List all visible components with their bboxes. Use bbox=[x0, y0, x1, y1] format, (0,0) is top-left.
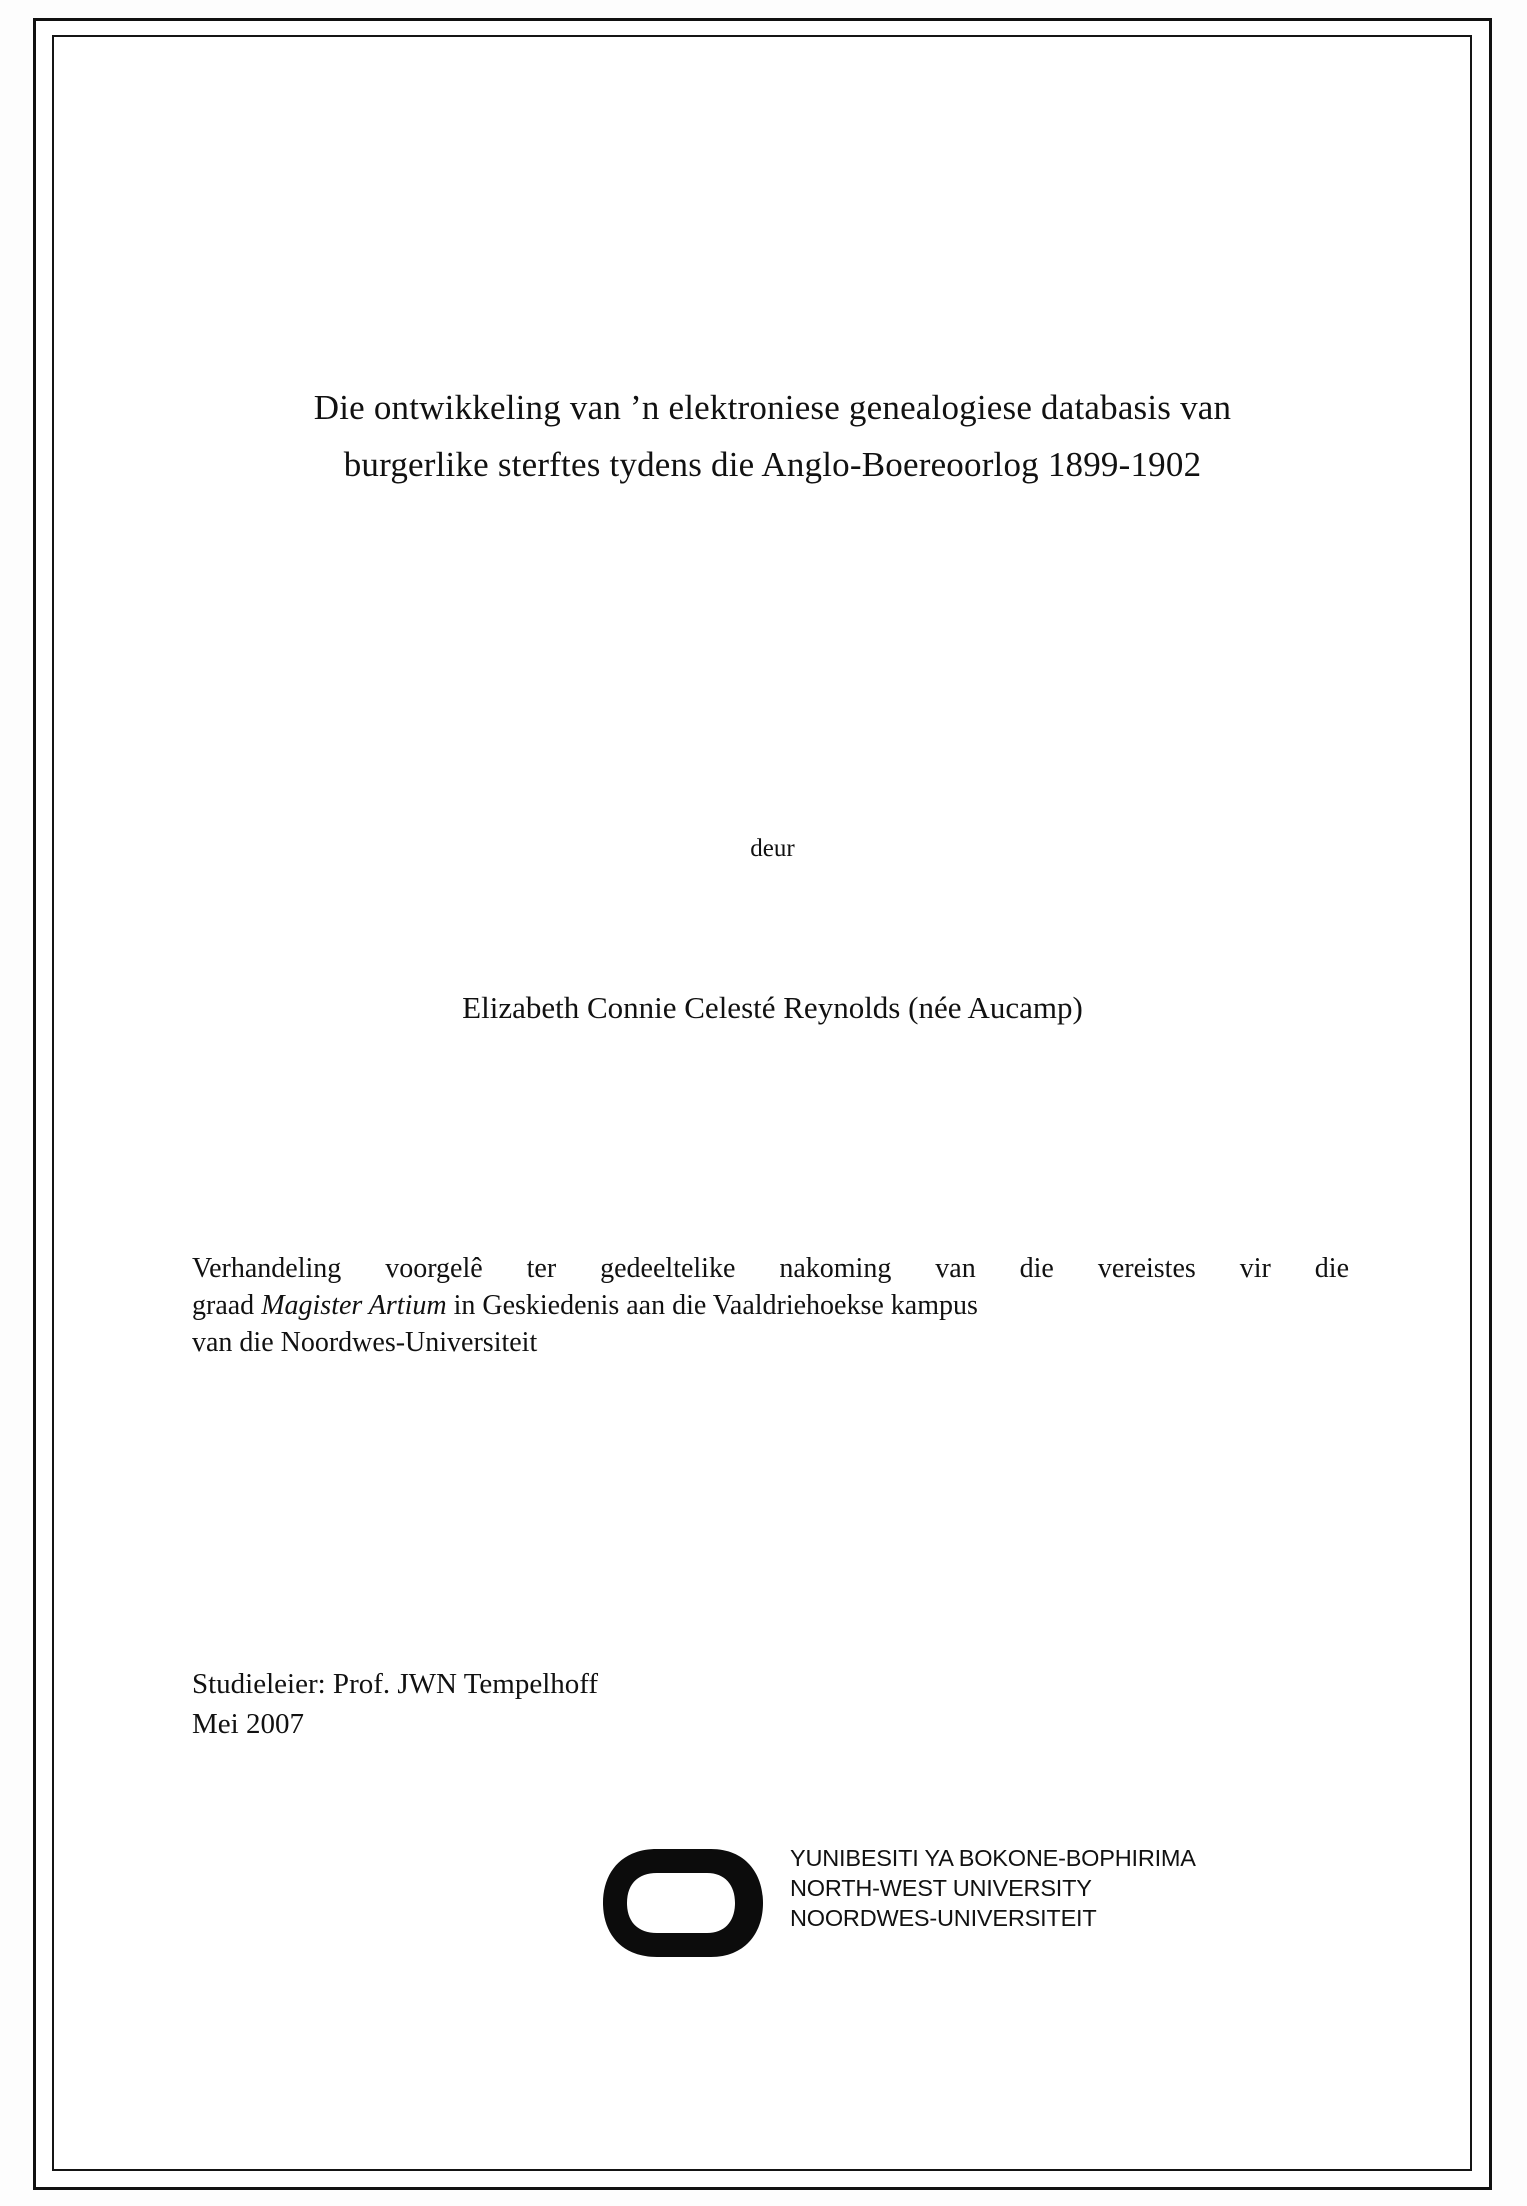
logo-text-line-2: NORTH-WEST UNIVERSITY bbox=[790, 1875, 1092, 1902]
page-title bbox=[185, 380, 1360, 493]
supervisor-block bbox=[192, 1665, 1192, 1744]
author-name: Elizabeth Connie Celesté Reynolds (née Aucamp) bbox=[462, 990, 1083, 1025]
title-line-1: Die ontwikkeling van ’n elektroniese genealogiese databasis van bbox=[313, 388, 1232, 427]
supervisor-line: Studieleier: Prof. JWN Tempelhoff bbox=[192, 1668, 599, 1700]
logo-text-line-1: YUNIBESITI YA BOKONE-BOPHIRIMA bbox=[790, 1845, 1196, 1871]
logo-text-line-3: NOORDWES-UNIVERSITEIT bbox=[790, 1905, 1097, 1932]
by-label: deur bbox=[750, 835, 795, 862]
degree-statement-line-1: Verhandeling voorgelê ter gedeeltelike nakoming van die vereistes vir die bbox=[192, 1253, 1349, 1284]
degree-statement bbox=[192, 1250, 1349, 1362]
degree-statement-line-2-prefix: graad bbox=[192, 1290, 262, 1322]
date-line: Mei 2007 bbox=[192, 1707, 304, 1740]
university-logo-text bbox=[790, 1843, 1196, 1933]
university-logo bbox=[535, 1835, 1235, 1975]
title-line-2: burgerlike sterftes tydens die Anglo-Boereoorlog 1899-1902 bbox=[343, 444, 1202, 484]
nwu-logo-mark-icon bbox=[595, 1841, 775, 1966]
degree-name-italic: Magister Artium bbox=[261, 1290, 447, 1322]
degree-statement-line-2 bbox=[192, 1287, 1349, 1324]
degree-statement-line-2-suffix: in Geskiedenis aan die Vaaldriehoekse kampus bbox=[446, 1290, 978, 1322]
title-page-content bbox=[140, 35, 1390, 2165]
degree-statement-line-3: van die Noordwes-Universiteit bbox=[192, 1327, 538, 1359]
